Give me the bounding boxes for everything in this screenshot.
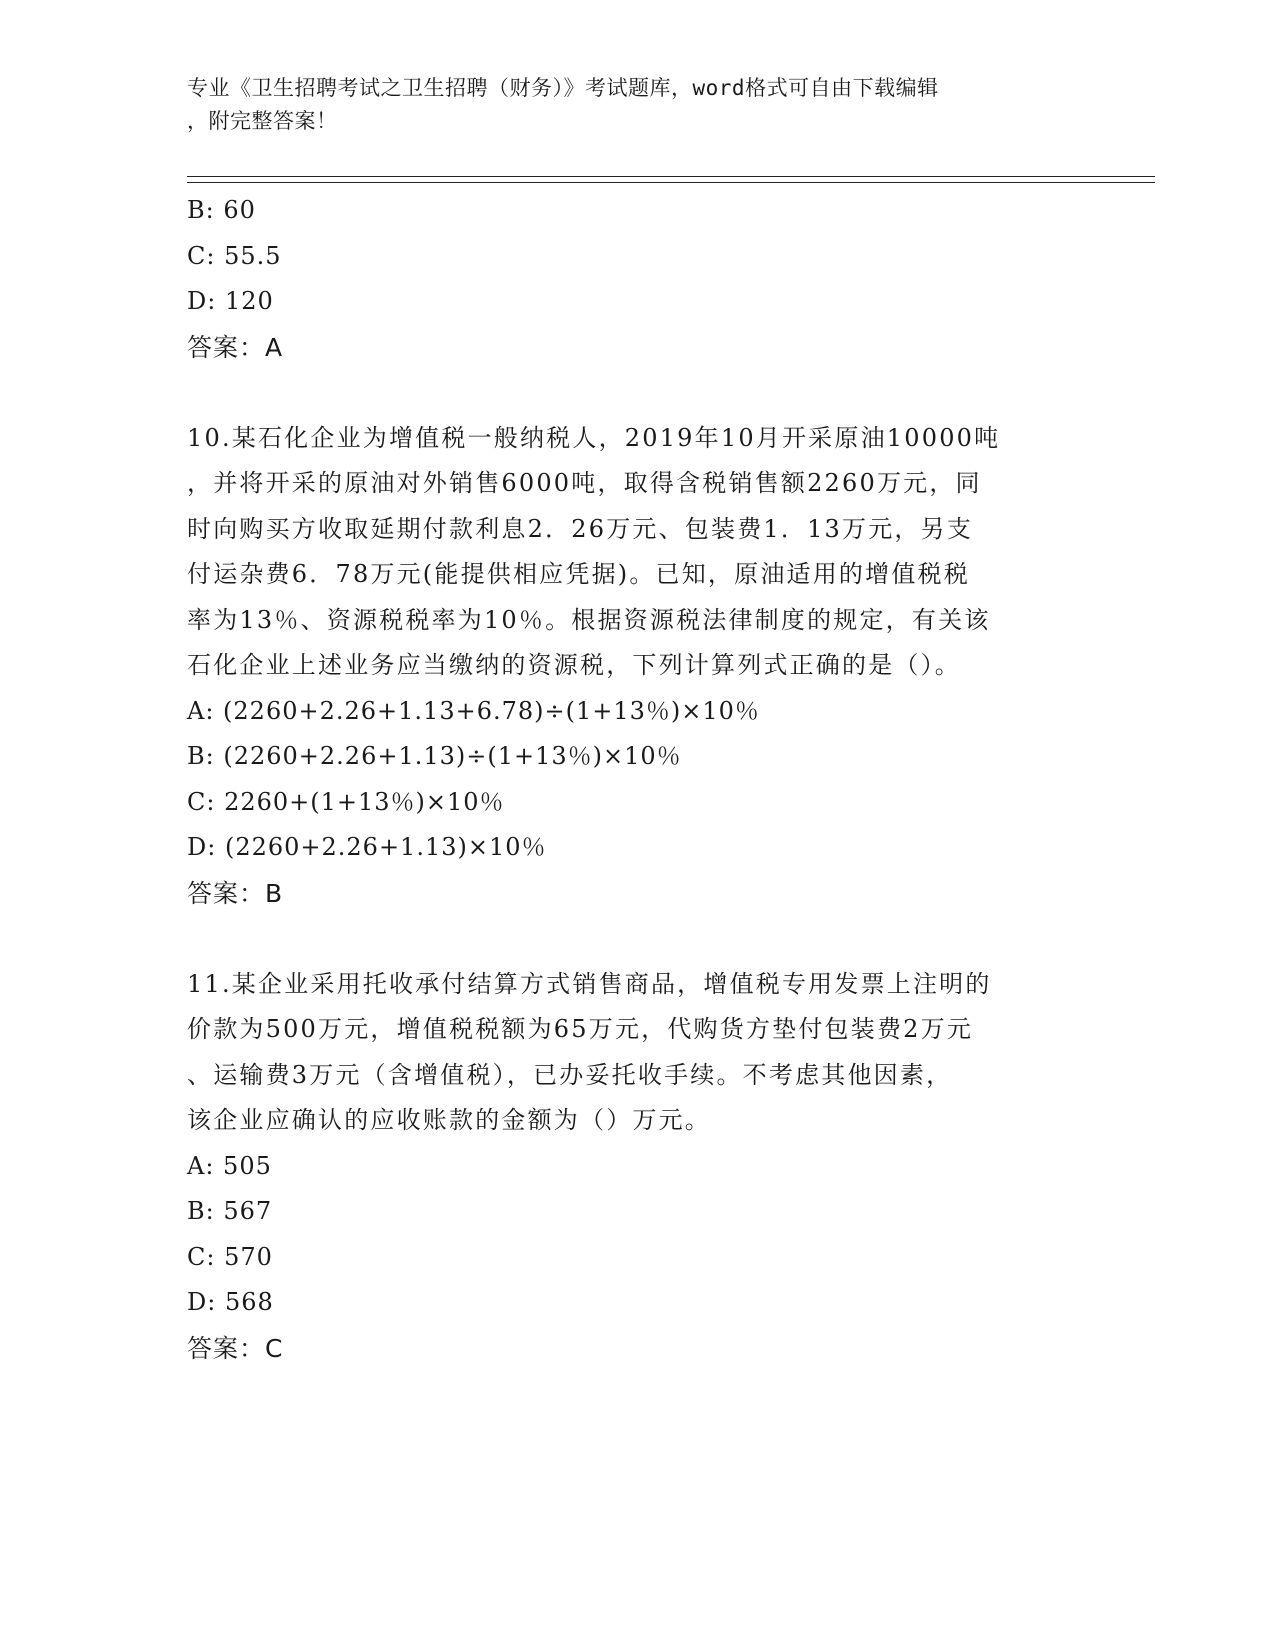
prev-question-block [187, 188, 1087, 370]
question-text [187, 962, 1087, 1144]
option-a: A: 505 [187, 1151, 272, 1180]
question-line: 付运杂费6．78万元(能提供相应凭据)。已知，原油适用的增值税税 [187, 560, 970, 588]
header-line-1: 专业《卫生招聘考试之卫生招聘（财务）》考试题库，word格式可自由下载编辑 [187, 76, 939, 100]
option-b: B: 60 [187, 196, 256, 224]
option-b: B: (2260+2.26+1.13)÷(1+13％)×10％ [187, 742, 682, 770]
page-header [187, 72, 1067, 138]
option-c: C: 55.5 [187, 241, 282, 270]
option-a: A: (2260+2.26+1.13+6.78)÷(1+13％)×10％ [187, 696, 760, 725]
question-line: 价款为500万元，增值税税额为65万元，代购货方垫付包装费2万元 [187, 1015, 974, 1043]
question-line: ，并将开采的原油对外销售6000吨，取得含税销售额2260万元，同 [187, 469, 982, 497]
question-line: 10.某石化企业为增值税一般纳税人，2019年10月开采原油10000吨 [187, 423, 1001, 452]
answer-line: 答案：B [187, 878, 284, 908]
question-line: 该企业应确认的应收账款的金额为（）万元。 [187, 1106, 711, 1134]
option-d: D: 120 [187, 287, 274, 315]
option-d: D: (2260+2.26+1.13)×10％ [187, 833, 547, 861]
option-b: B: 567 [187, 1197, 273, 1225]
header-rule-top [187, 176, 1155, 177]
header-rule-bottom [187, 182, 1155, 183]
header-line-2: ，附完整答案！ [187, 109, 338, 133]
option-c: C: 570 [187, 1242, 273, 1271]
answer-line: 答案：C [187, 1333, 284, 1363]
option-c: C: 2260+(1+13％)×10％ [187, 787, 505, 816]
answer-line: 答案：A [187, 332, 284, 362]
question-line: 、运输费3万元（含增值税），已办妥托收手续。不考虑其他因素， [187, 1060, 953, 1089]
question-text [187, 416, 1087, 689]
question-line: 石化企业上述业务应当缴纳的资源税，下列计算列式正确的是（）。 [187, 651, 961, 679]
option-d: D: 568 [187, 1288, 274, 1316]
question-line: 时向购买方收取延期付款利息2．26万元、包装费1．13万元，另支 [187, 514, 974, 543]
question-line: 率为13％、资源税税率为10％。根据资源税法律制度的规定，有关该 [187, 605, 991, 634]
question-11 [187, 962, 1087, 1372]
document-body [187, 188, 1087, 1371]
question-line: 11.某企业采用托收承付结算方式销售商品，增值税专用发票上注明的 [187, 969, 992, 998]
question-10 [187, 416, 1087, 917]
